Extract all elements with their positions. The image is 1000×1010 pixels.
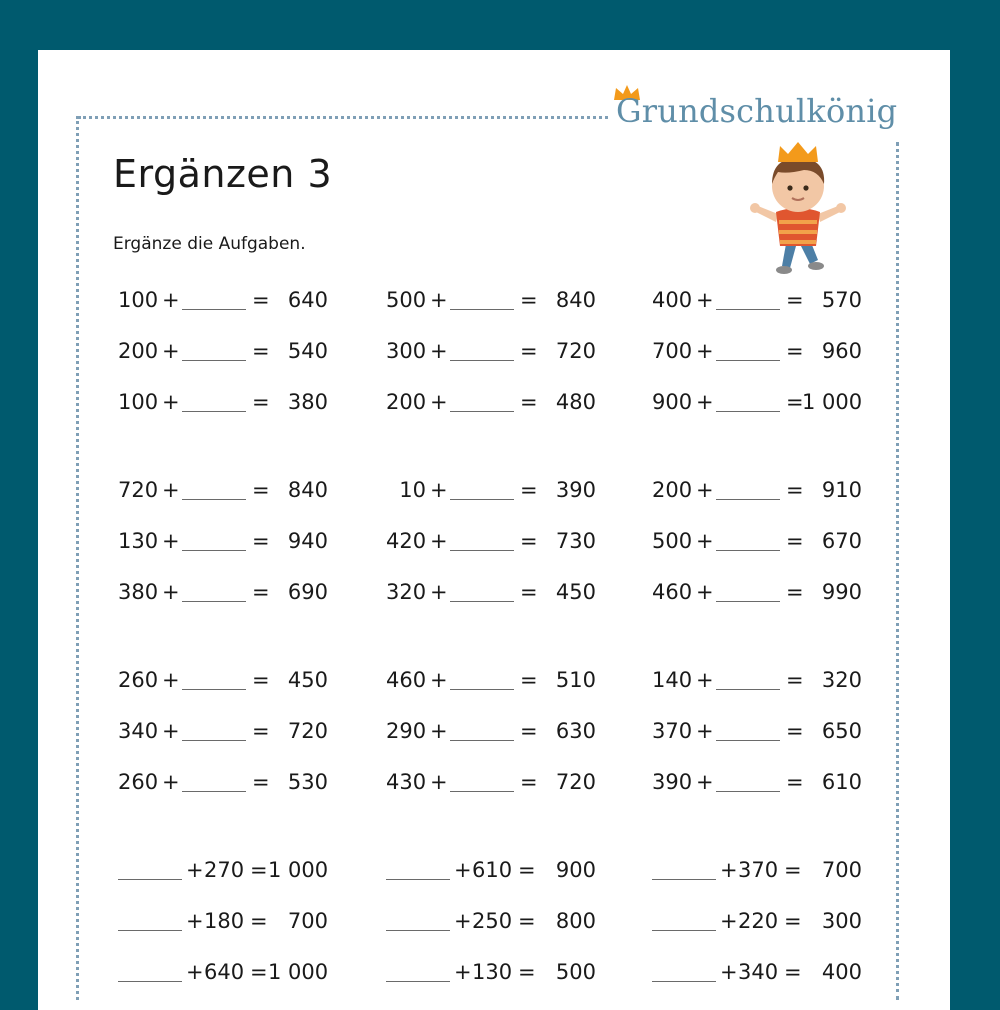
result-value: 900 <box>555 858 596 882</box>
answer-blank[interactable] <box>386 981 450 982</box>
result-value: 570 <box>821 288 862 312</box>
second-addend: 220 <box>738 909 779 933</box>
second-addend: 370 <box>738 858 779 882</box>
plus-sign: + <box>430 668 448 692</box>
plus-sign: + <box>186 858 204 882</box>
second-addend: 250 <box>472 909 513 933</box>
frame-top-border <box>78 116 608 119</box>
answer-blank[interactable] <box>182 791 246 792</box>
plus-sign: + <box>696 529 714 553</box>
frame-left-border <box>76 116 79 1000</box>
equals-sign: = <box>786 668 804 692</box>
answer-blank[interactable] <box>182 601 246 602</box>
answer-blank[interactable] <box>716 499 780 500</box>
second-addend: 340 <box>738 960 779 984</box>
first-addend: 400 <box>652 288 693 312</box>
equals-sign: = <box>250 960 268 984</box>
equals-sign: = <box>786 390 804 414</box>
answer-blank[interactable] <box>652 879 716 880</box>
equals-sign: = <box>786 719 804 743</box>
plus-sign: + <box>696 719 714 743</box>
answer-blank[interactable] <box>450 550 514 551</box>
frame-right-border <box>896 142 899 1000</box>
plus-sign: + <box>696 288 714 312</box>
equals-sign: = <box>252 770 270 794</box>
first-addend: 420 <box>386 529 427 553</box>
answer-blank[interactable] <box>652 930 716 931</box>
result-value: 540 <box>287 339 328 363</box>
result-value: 730 <box>555 529 596 553</box>
result-value: 390 <box>555 478 596 502</box>
first-addend: 200 <box>386 390 427 414</box>
plus-sign: + <box>696 580 714 604</box>
result-value: 380 <box>287 390 328 414</box>
first-addend: 430 <box>386 770 427 794</box>
result-value: 480 <box>555 390 596 414</box>
plus-sign: + <box>186 960 204 984</box>
first-addend: 300 <box>386 339 427 363</box>
result-value: 1 000 <box>268 858 329 882</box>
plus-sign: + <box>430 529 448 553</box>
equals-sign: = <box>520 339 538 363</box>
answer-blank[interactable] <box>652 981 716 982</box>
first-addend: 100 <box>118 288 159 312</box>
answer-blank[interactable] <box>118 981 182 982</box>
answer-blank[interactable] <box>450 689 514 690</box>
result-value: 720 <box>287 719 328 743</box>
result-value: 910 <box>821 478 862 502</box>
answer-blank[interactable] <box>716 689 780 690</box>
result-value: 530 <box>287 770 328 794</box>
plus-sign: + <box>454 909 472 933</box>
equals-sign: = <box>520 390 538 414</box>
equals-sign: = <box>518 858 536 882</box>
plus-sign: + <box>430 390 448 414</box>
plus-sign: + <box>162 529 180 553</box>
first-addend: 10 <box>399 478 426 502</box>
page-title: Ergänzen 3 <box>113 152 333 196</box>
equals-sign: = <box>518 960 536 984</box>
boy-mascot-illustration <box>748 140 848 284</box>
equals-sign: = <box>252 478 270 502</box>
equals-sign: = <box>520 719 538 743</box>
answer-blank[interactable] <box>182 411 246 412</box>
second-addend: 270 <box>204 858 245 882</box>
result-value: 640 <box>287 288 328 312</box>
result-value: 670 <box>821 529 862 553</box>
equals-sign: = <box>786 478 804 502</box>
answer-blank[interactable] <box>716 411 780 412</box>
result-value: 990 <box>821 580 862 604</box>
result-value: 500 <box>555 960 596 984</box>
second-addend: 640 <box>204 960 245 984</box>
equals-sign: = <box>252 390 270 414</box>
plus-sign: + <box>430 478 448 502</box>
equals-sign: = <box>252 719 270 743</box>
answer-blank[interactable] <box>182 550 246 551</box>
equals-sign: = <box>250 858 268 882</box>
result-value: 650 <box>821 719 862 743</box>
result-value: 630 <box>555 719 596 743</box>
result-value: 700 <box>821 858 862 882</box>
result-value: 510 <box>555 668 596 692</box>
plus-sign: + <box>696 390 714 414</box>
result-value: 800 <box>555 909 596 933</box>
first-addend: 500 <box>652 529 693 553</box>
answer-blank[interactable] <box>716 740 780 741</box>
equals-sign: = <box>518 909 536 933</box>
result-value: 720 <box>555 770 596 794</box>
answer-blank[interactable] <box>182 360 246 361</box>
equals-sign: = <box>520 770 538 794</box>
second-addend: 610 <box>472 858 513 882</box>
plus-sign: + <box>430 339 448 363</box>
result-value: 940 <box>287 529 328 553</box>
plus-sign: + <box>720 858 738 882</box>
equals-sign: = <box>784 909 802 933</box>
plus-sign: + <box>162 390 180 414</box>
first-addend: 140 <box>652 668 693 692</box>
answer-blank[interactable] <box>386 879 450 880</box>
first-addend: 700 <box>652 339 693 363</box>
answer-blank[interactable] <box>450 601 514 602</box>
plus-sign: + <box>696 478 714 502</box>
equals-sign: = <box>520 580 538 604</box>
equals-sign: = <box>520 478 538 502</box>
result-value: 840 <box>555 288 596 312</box>
equals-sign: = <box>252 668 270 692</box>
answer-blank[interactable] <box>716 791 780 792</box>
answer-blank[interactable] <box>716 601 780 602</box>
brand-logo: Grundschulkönig <box>616 92 898 130</box>
plus-sign: + <box>454 858 472 882</box>
plus-sign: + <box>696 668 714 692</box>
plus-sign: + <box>162 478 180 502</box>
plus-sign: + <box>696 339 714 363</box>
plus-sign: + <box>162 770 180 794</box>
plus-sign: + <box>454 960 472 984</box>
second-addend: 130 <box>472 960 513 984</box>
first-addend: 200 <box>652 478 693 502</box>
equals-sign: = <box>252 288 270 312</box>
plus-sign: + <box>430 770 448 794</box>
equals-sign: = <box>786 288 804 312</box>
result-value: 840 <box>287 478 328 502</box>
equals-sign: = <box>520 288 538 312</box>
plus-sign: + <box>430 719 448 743</box>
plus-sign: + <box>430 288 448 312</box>
first-addend: 370 <box>652 719 693 743</box>
equals-sign: = <box>252 529 270 553</box>
first-addend: 380 <box>118 580 159 604</box>
answer-blank[interactable] <box>450 309 514 310</box>
equals-sign: = <box>784 858 802 882</box>
plus-sign: + <box>162 339 180 363</box>
first-addend: 200 <box>118 339 159 363</box>
first-addend: 260 <box>118 668 159 692</box>
result-value: 320 <box>821 668 862 692</box>
result-value: 450 <box>287 668 328 692</box>
answer-blank[interactable] <box>182 499 246 500</box>
result-value: 1 000 <box>268 960 329 984</box>
first-addend: 260 <box>118 770 159 794</box>
result-value: 700 <box>287 909 328 933</box>
answer-blank[interactable] <box>450 791 514 792</box>
answer-blank[interactable] <box>182 689 246 690</box>
answer-blank[interactable] <box>716 360 780 361</box>
answer-blank[interactable] <box>450 499 514 500</box>
equals-sign: = <box>784 960 802 984</box>
equals-sign: = <box>250 909 268 933</box>
answer-blank[interactable] <box>386 930 450 931</box>
equals-sign: = <box>252 339 270 363</box>
first-addend: 720 <box>118 478 159 502</box>
answer-blank[interactable] <box>182 309 246 310</box>
equals-sign: = <box>786 339 804 363</box>
first-addend: 320 <box>386 580 427 604</box>
instruction-text: Ergänze die Aufgaben. <box>113 234 306 254</box>
plus-sign: + <box>430 580 448 604</box>
answer-blank[interactable] <box>716 550 780 551</box>
first-addend: 460 <box>386 668 427 692</box>
equals-sign: = <box>520 529 538 553</box>
plus-sign: + <box>162 580 180 604</box>
result-value: 300 <box>821 909 862 933</box>
first-addend: 460 <box>652 580 693 604</box>
result-value: 960 <box>821 339 862 363</box>
equals-sign: = <box>786 529 804 553</box>
answer-blank[interactable] <box>450 740 514 741</box>
plus-sign: + <box>720 960 738 984</box>
second-addend: 180 <box>204 909 245 933</box>
result-value: 690 <box>287 580 328 604</box>
first-addend: 290 <box>386 719 427 743</box>
answer-blank[interactable] <box>716 309 780 310</box>
answer-blank[interactable] <box>118 879 182 880</box>
result-value: 450 <box>555 580 596 604</box>
result-value: 1 000 <box>802 390 863 414</box>
plus-sign: + <box>162 288 180 312</box>
equals-sign: = <box>786 770 804 794</box>
first-addend: 900 <box>652 390 693 414</box>
result-value: 610 <box>821 770 862 794</box>
equals-sign: = <box>252 580 270 604</box>
plus-sign: + <box>186 909 204 933</box>
result-value: 400 <box>821 960 862 984</box>
first-addend: 500 <box>386 288 427 312</box>
plus-sign: + <box>162 719 180 743</box>
answer-blank[interactable] <box>450 411 514 412</box>
first-addend: 130 <box>118 529 159 553</box>
plus-sign: + <box>720 909 738 933</box>
equals-sign: = <box>520 668 538 692</box>
first-addend: 100 <box>118 390 159 414</box>
plus-sign: + <box>696 770 714 794</box>
equals-sign: = <box>786 580 804 604</box>
answer-blank[interactable] <box>450 360 514 361</box>
answer-blank[interactable] <box>118 930 182 931</box>
plus-sign: + <box>162 668 180 692</box>
first-addend: 340 <box>118 719 159 743</box>
result-value: 720 <box>555 339 596 363</box>
first-addend: 390 <box>652 770 693 794</box>
answer-blank[interactable] <box>182 740 246 741</box>
